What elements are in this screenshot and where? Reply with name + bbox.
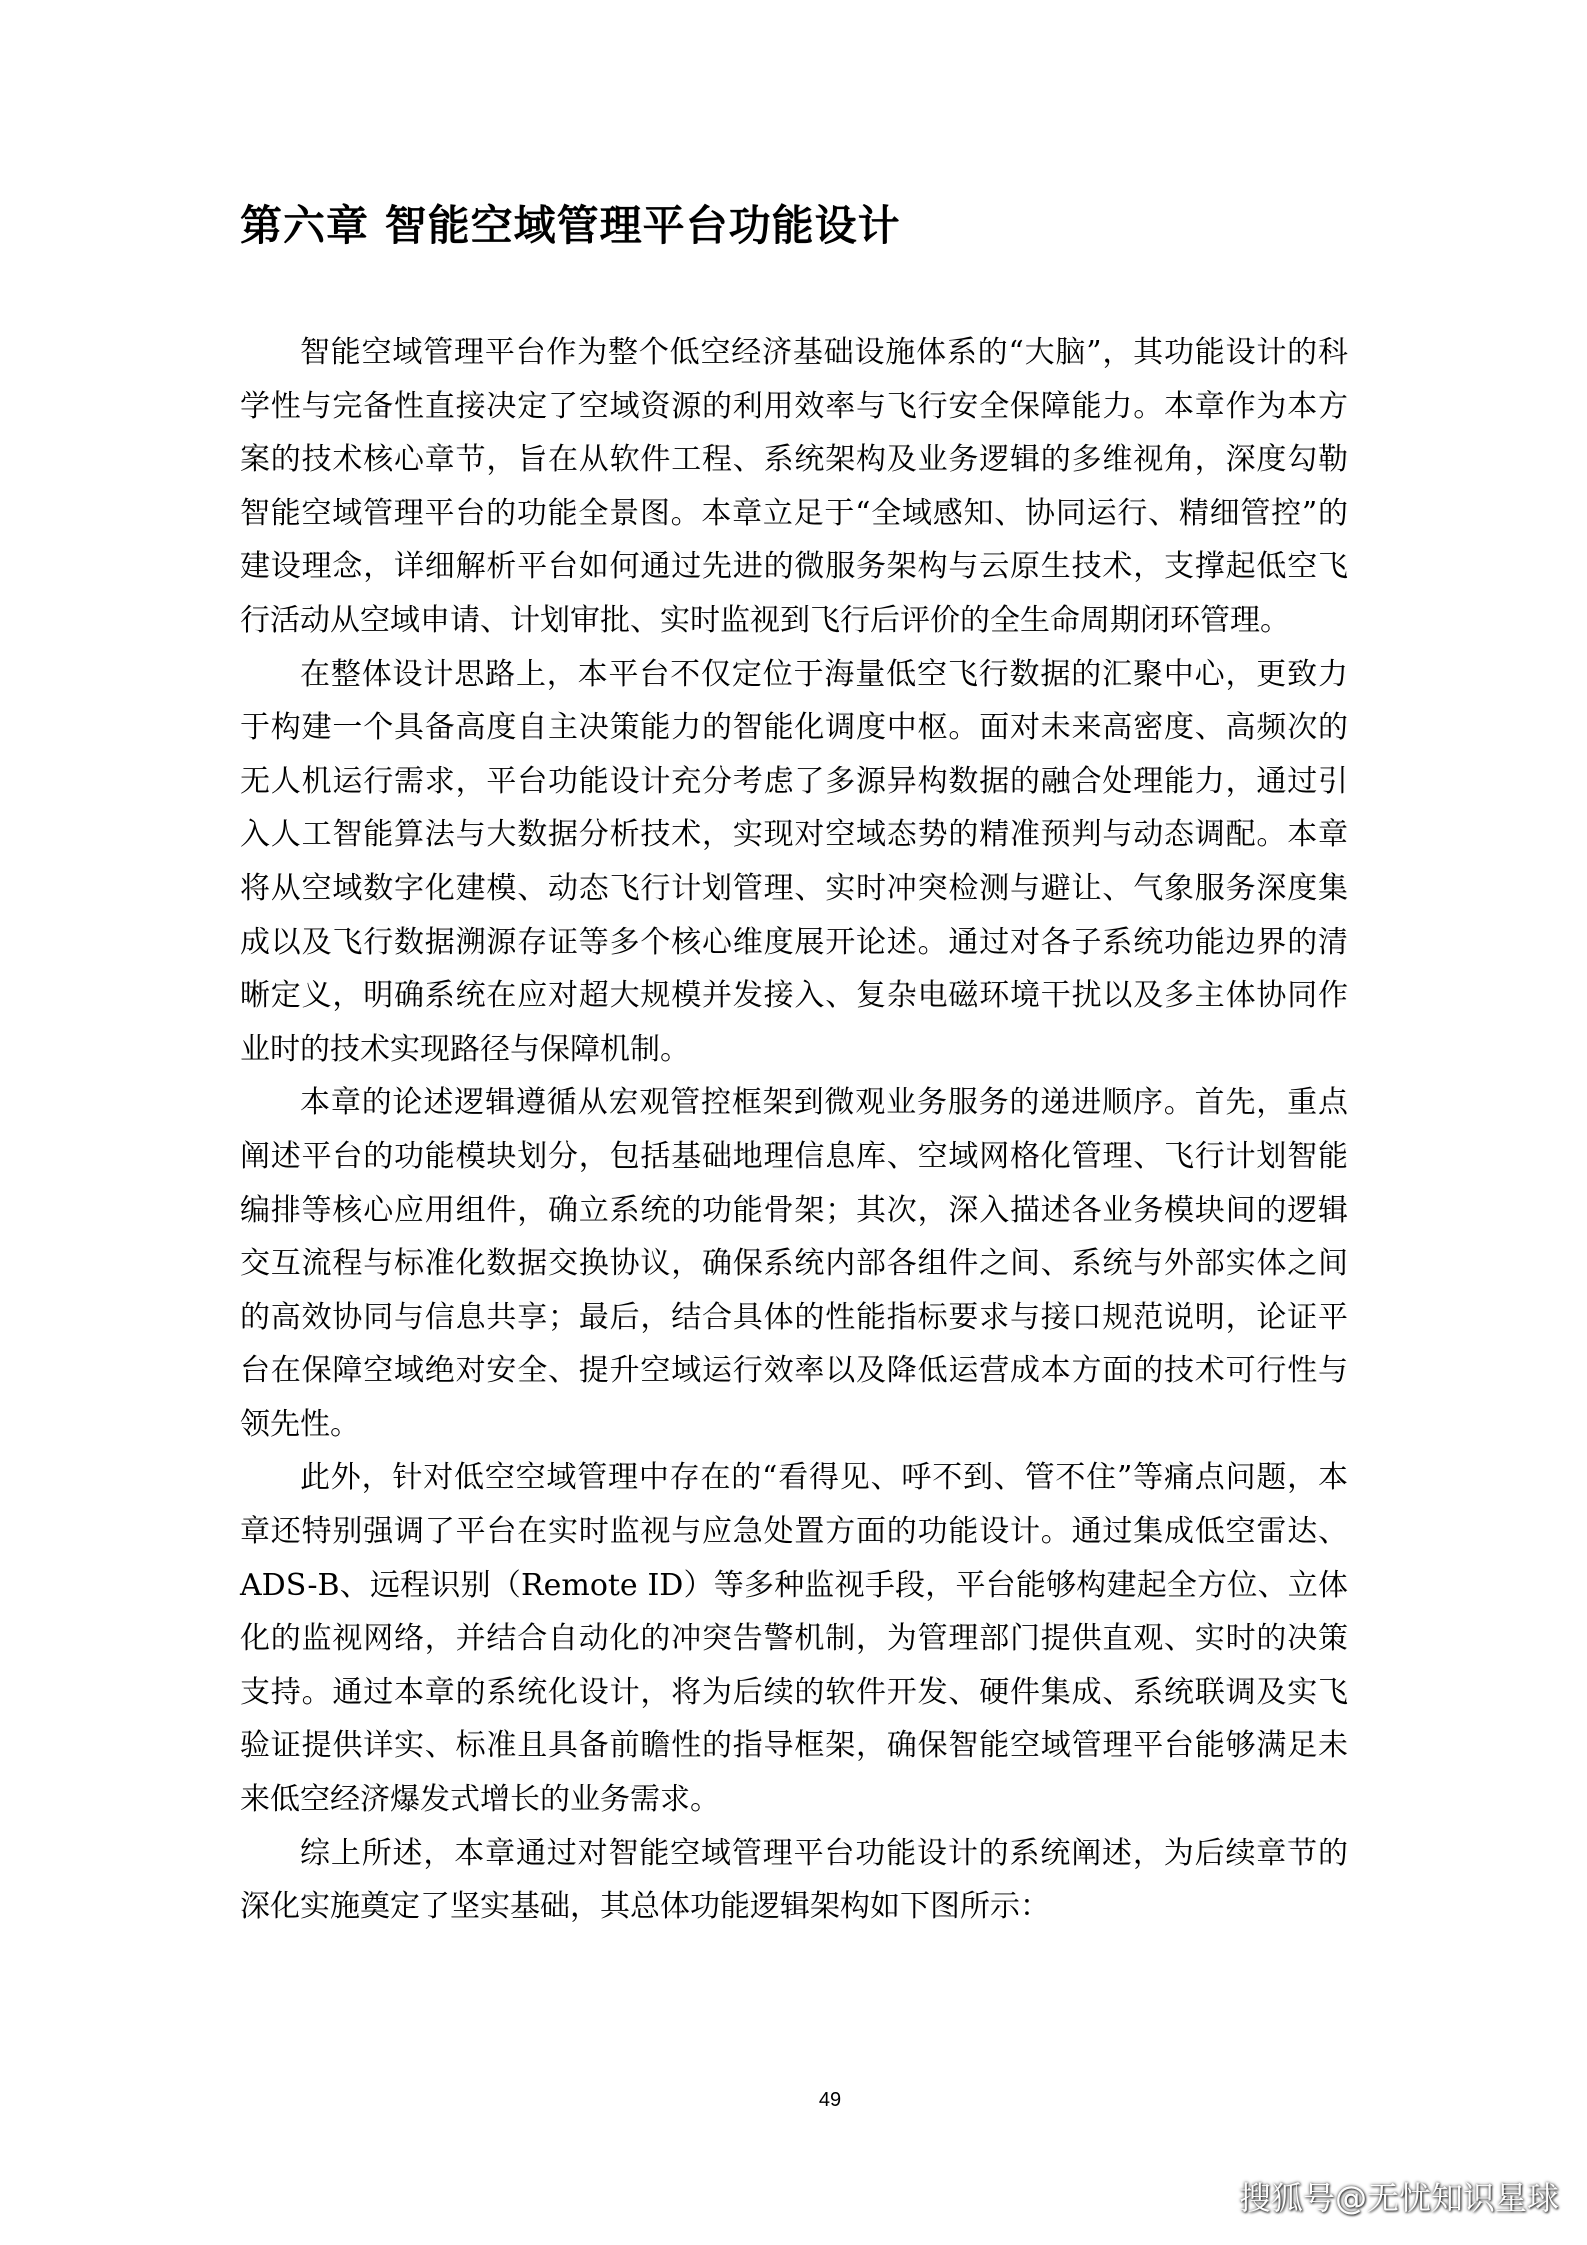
watermark: 搜狐号@无忧知识星球	[1238, 2179, 1559, 2217]
paragraph-5: 综上所述，本章通过对智能空域管理平台功能设计的系统阐述，为后续章节的深化实施奠定了坚实基础，其总体功能逻辑架构如下图所示：	[240, 1835, 1348, 1925]
chapter-title: 第六章 智能空域管理平台功能设计	[240, 201, 901, 250]
page-number: 49	[818, 2089, 842, 2111]
paragraph-1: 智能空域管理平台作为整个低空经济基础设施体系的“大脑”，其功能设计的科学性与完备性直接决定了空域资源的利用效率与飞行安全保障能力。本章作为本方案的技术核心章节，旨在从软件工程、系统架构及业务逻辑的多维视角，深度勾勒智能空域管理平台的功能全景图。本章立足于“全域感知、协同运行、精细管控”的建设理念，详细解析平台如何通过先进的微服务架构与云原生技术，支撑起低空飞行活动从空域申请、计划审批、实时监视到飞行后评价的全生命周期闭环管理。	[240, 335, 1348, 638]
paragraph-3: 本章的论述逻辑遵循从宏观管控框架到微观业务服务的递进顺序。首先，重点阐述平台的功能模块划分，包括基础地理信息库、空域网格化管理、飞行计划智能编排等核心应用组件，确立系统的功能骨架；其次，深入描述各业务模块间的逻辑交互流程与标准化数据交换协议，确保系统内部各组件之间、系统与外部实体之间的高效协同与信息共享；最后，结合具体的性能指标要求与接口规范说明，论证平台在保障空域绝对安全、提升空域运行效率以及降低运营成本方面的技术可行性与领先性。	[240, 1085, 1348, 1442]
paragraph-2: 在整体设计思路上，本平台不仅定位于海量低空飞行数据的汇聚中心，更致力于构建一个具备高度自主决策能力的智能化调度中枢。面对未来高密度、高频次的无人机运行需求，平台功能设计充分考虑了多源异构数据的融合处理能力，通过引入人工智能算法与大数据分析技术，实现对空域态势的精准预判与动态调配。本章将从空域数字化建模、动态飞行计划管理、实时冲突检测与避让、气象服务深度集成以及飞行数据溯源存证等多个核心维度展开论述。通过对各子系统功能边界的清晰定义，明确系统在应对超大规模并发接入、复杂电磁环境干扰以及多主体协同作业时的技术实现路径与保障机制。	[240, 656, 1348, 1067]
body-text	[240, 326, 1348, 1934]
paragraph-4: 此外，针对低空空域管理中存在的“看得见、呼不到、管不住”等痛点问题，本章还特别强调了平台在实时监视与应急处置方面的功能设计。通过集成低空雷达、ADS-B、远程识别（Remote ID）等多种监视手段，平台能够构建起全方位、立体化的监视网络，并结合自动化的冲突告警机制，为管理部门提供直观、实时的决策支持。通过本章的系统化设计，将为后续的软件开发、硬件集成、系统联调及实飞验证提供详实、标准且具备前瞻性的指导框架，确保智能空域管理平台能够满足未来低空经济爆发式增长的业务需求。	[240, 1460, 1348, 1818]
